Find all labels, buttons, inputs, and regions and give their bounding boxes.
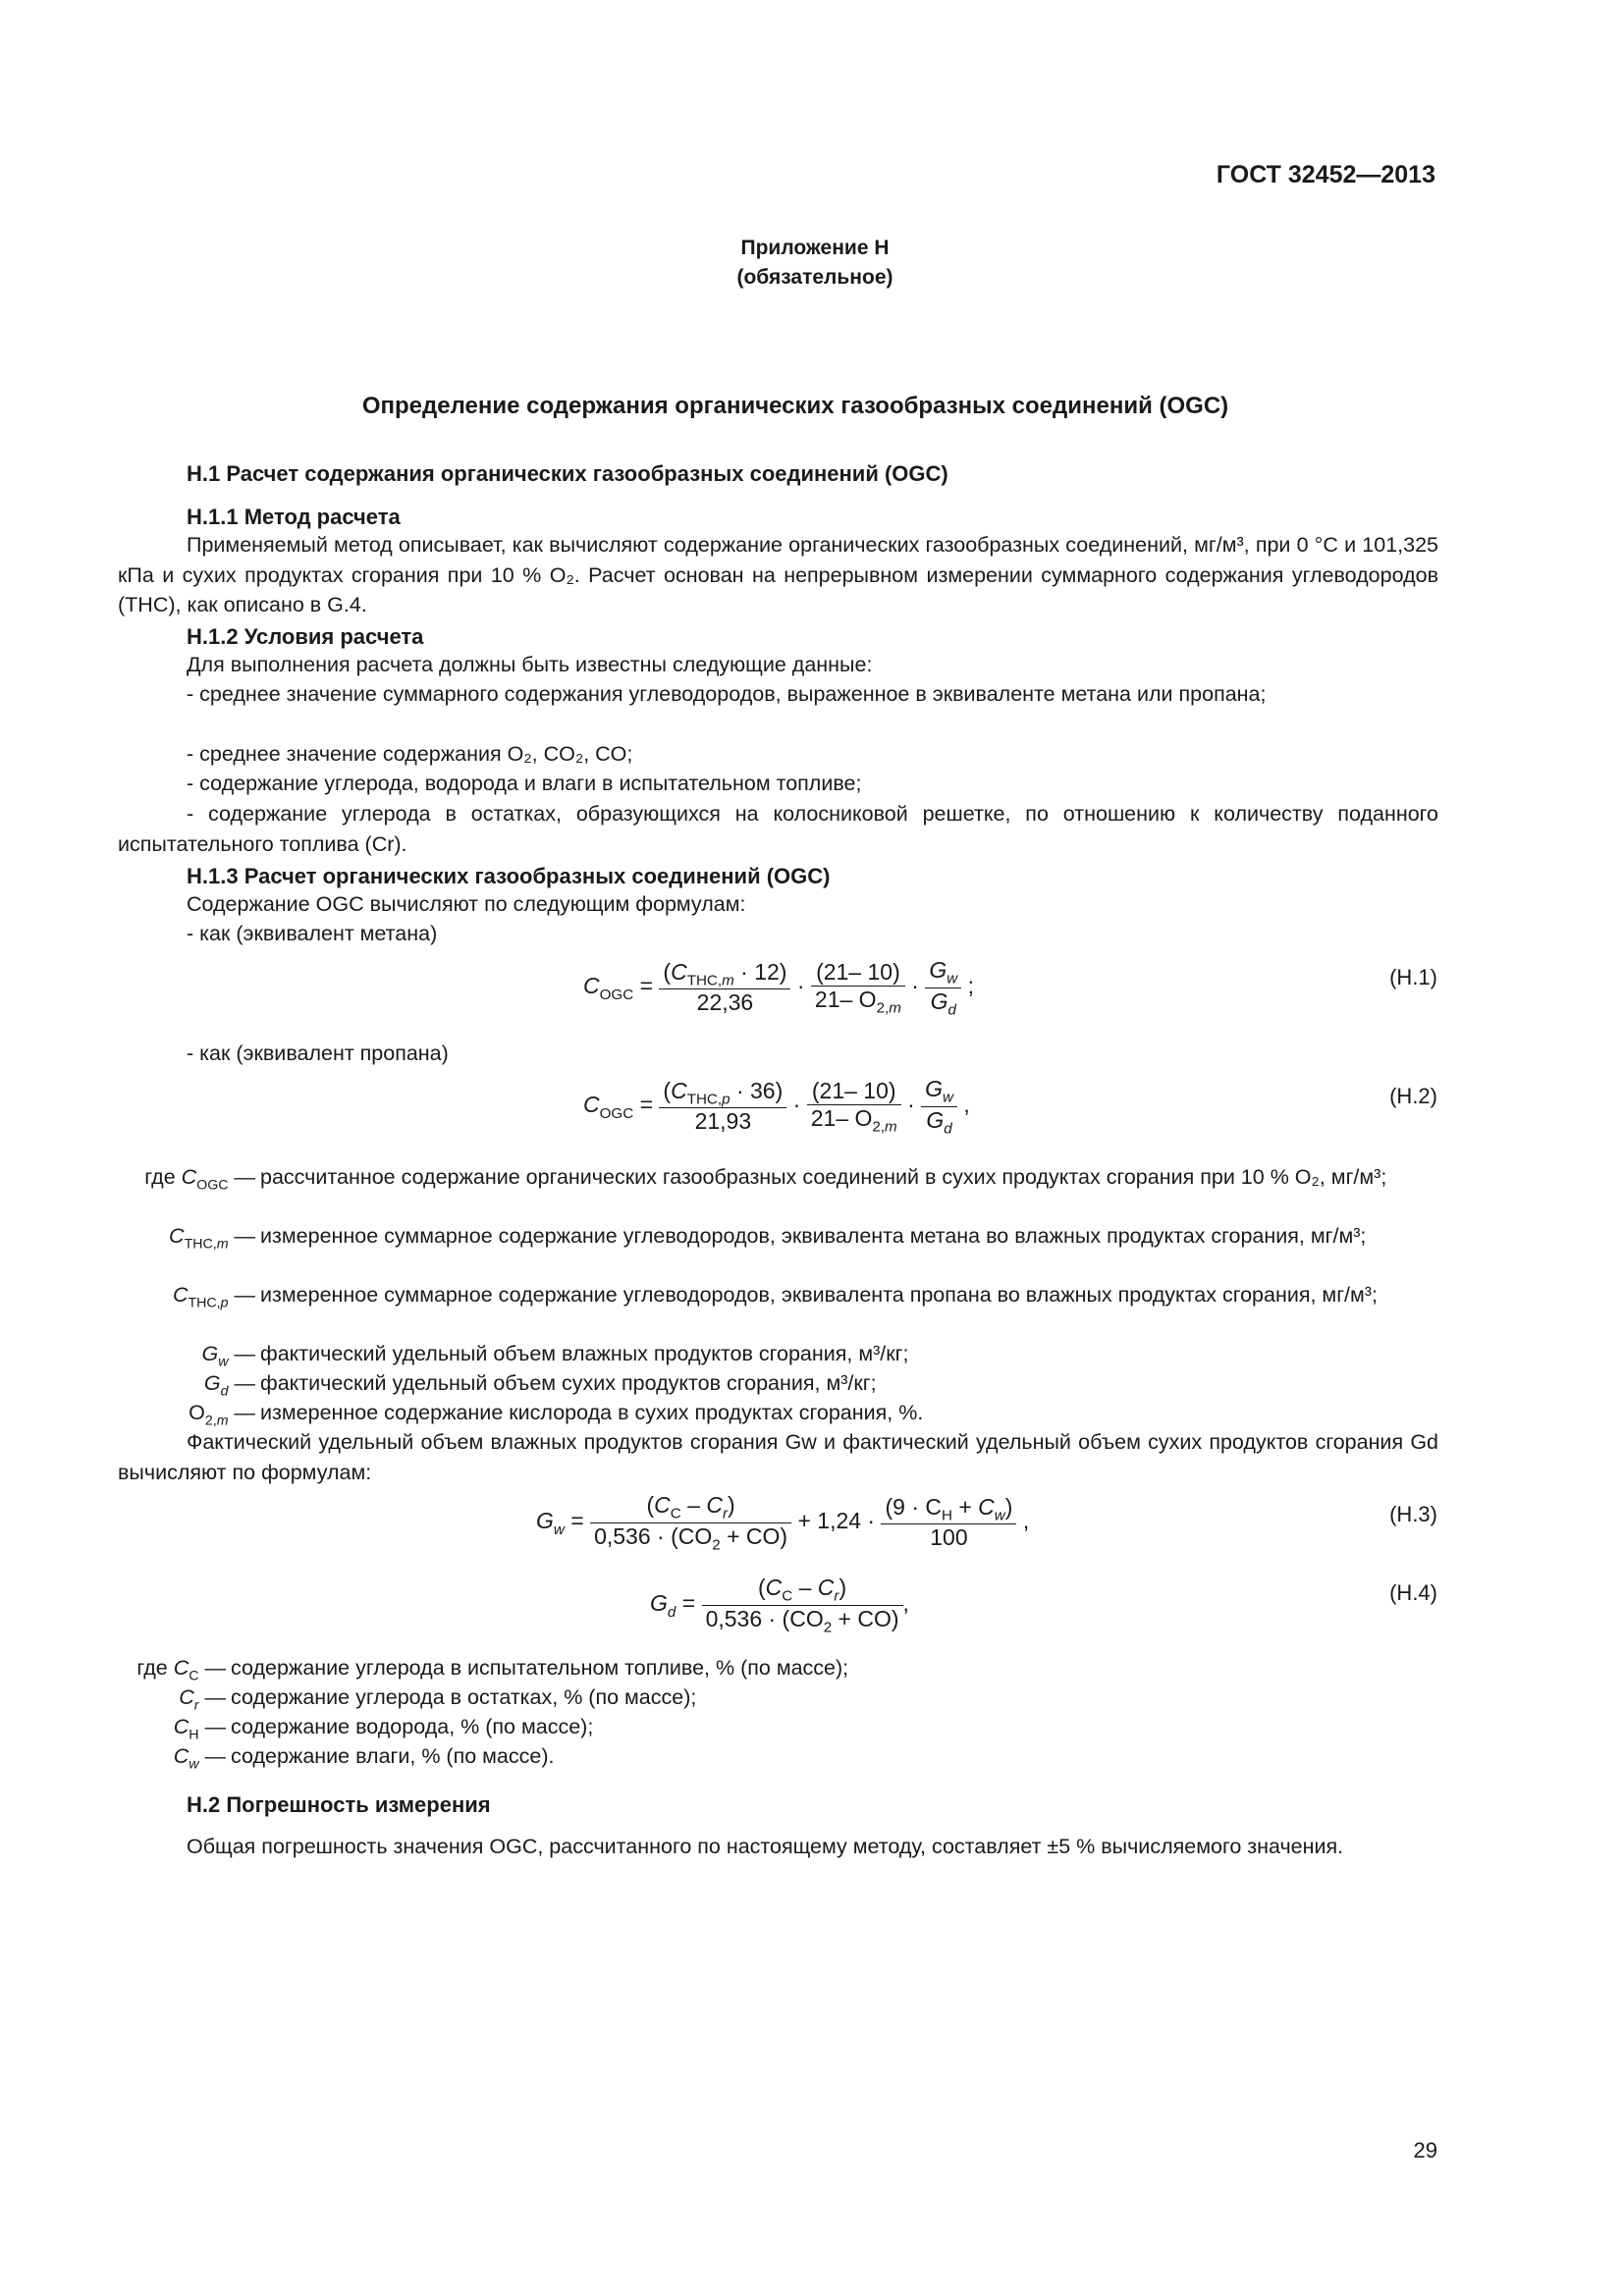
section-heading-h12: Н.1.2 Условия расчета bbox=[187, 624, 424, 649]
condition-item-3 bbox=[118, 769, 1438, 799]
section-heading-h2: Н.2 Погрешность измерения bbox=[187, 1792, 491, 1817]
method-text: Применяемый метод описывает, как вычисляют содержание органических газообразных соединений, мг/м³, при 0 °С и 101,325 кПа и сухих продуктах сгорания при 10 % O₂. Расчет основан на непрерывном измерении суммарного содержания углеводородов (THC), как описано в G.4. bbox=[118, 533, 1438, 616]
appendix-heading bbox=[589, 234, 1041, 293]
section-heading-h13: Н.1.3 Расчет органических газообразных соединений (OGC) bbox=[187, 864, 831, 888]
equation-number-h4: (Н.4) bbox=[1389, 1580, 1437, 1605]
methane-label bbox=[118, 919, 1438, 949]
formula-h3: $G_w$ = $\frac{(C_C - C_r)}{0,536 \cdot (CO_2 + CO)}$ + 1,24 · $\frac{(9 \cdot C_H + C_w)}{100}$ , bbox=[536, 1492, 1030, 1554]
section-heading-h11: Н.1.1 Метод расчета bbox=[187, 505, 401, 529]
volumes-text: Фактический удельный объем влажных продуктов сгорания Gw и фактический удельный объем сухих продуктов сгорания Gd вычисляют по формулам: bbox=[118, 1430, 1438, 1484]
condition-item-1-text: - среднее значение суммарного содержания углеводородов, выраженное в эквиваленте метана или пропана; bbox=[187, 682, 1267, 706]
conditions-intro-text: Для выполнения расчета должны быть известны следующие данные: bbox=[187, 653, 873, 676]
condition-item-3-text: - содержание углерода, водорода и влаги в испытательном топливе; bbox=[187, 772, 862, 795]
formula-h1: $C_{OGC}$ = $\frac{(C_{THC,m} \cdot 12)}{22,36}$ · $\frac{(21- 10)}{21- O_{2,m}}$ · $\frac{G_w}{G_d}$ ; bbox=[583, 957, 974, 1019]
condition-item-4 bbox=[118, 799, 1438, 859]
condition-item-2-text: - среднее значение содержания O₂, CO₂, CO; bbox=[187, 742, 633, 766]
document-page: ГОСТ 32452—2013 Приложение Н (обязательное) Определение содержания органических газообразных соединений (OGC) Н.1 Расчет содержания органических газообразных соединений (OGC) Н.1.1 Метод расчета Применяемый метод описывает, как вычисляют содержание органических газообразных соединений, мг/м³, при 0 °С и 101,325 кПа и сухих продуктах сгорания при 10 % O₂. Расчет основан на непрерывном измерении суммарного содержания углеводородов (THC), как описано в G.4. Н.1.2 Условия расчета Для выполнения расчета должны быть известны следующие данные: - среднее значение суммарного содержания углеводородов, выраженное в эквиваленте метана или пропана; - среднее значение содержания O₂, CO₂, CO; - содержание углерода, водорода и влаги в испытательном топливе; - содержание углерода в остатках, образующихся на колосниковой решетке, по отношению к количеству поданного испытательного топлива (Cr). Н.1.3 Расчет органических газообразных соединений (OGC) Содержание OGC вычисляют по следующим формулам: - как (эквивалент метана) $C_{OGC}$ = $\frac{(C_{THC,m} \cdot 12)}{22,36}$ · $\frac{(21- 10)}{21- O_{2,m}}$ · $\frac{G_w}{G_d}$ ; (Н.1) - как (эквивалент пропана) $C_{OGC}$ = $\frac{(C_{THC,p} \cdot 36)}{21,93}$ · $\frac{(21- 10)}{21- O_{2,m}}$ · $\frac{G_w}{G_d}$ , (Н.2) где $C_{OGC}$ — рассчитанное содержание органических газообразных соединений в сухих продуктах сгорания при 10 % O₂, мг/м³; $C_{THC,m}$ — измеренное суммарное содержание углеводородов, эквивалента метана во влажных продуктах сгорания, мг/м³; $C_{THC,p}$ — измеренное суммарное содержание углеводородов, эквивалента пропана во влажных продуктах сгорания, мг/м³; $G_w$ — фактический удельный объем влажных продуктов сгорания, м³/кг; $G_d$ — фактический удельный объем сухих продуктов сгорания, м³/кг; $O_{2,m}$ — измеренное содержание кислорода в сухих продуктах сгорания, %. Фактический удельный объем влажных продуктов сгорания Gw и фактический удельный объем сухих продуктов сгорания Gd вычисляют по формулам: $G_w$ = $\frac{(C_C - C_r)}{0,536 \cdot (CO_2 + CO)}$ + 1,24 · $\frac{(9 \cdot C_H + C_w)}{100}$ , (Н.3) $G_d$ = $\frac{(C_C - C_r)}{0,536 \cdot (CO_2 + CO)}$ , (Н.4) где $C_C$ — содержание углерода в испытательном топливе, % (по массе); $C_r$ — содержание углерода в остатках, % (по массе); $C_H$ — содержание водорода, % (по массе); $C_w$ — содержание влаги, % (по массе). Н.2 Погрешность измерения Общая погрешность значения OGC, рассчитанного по настоящему методу, составляет ±5 % вычисляемого значения. 29 bbox=[118, 161, 1438, 2163]
methane-label-text: - как (эквивалент метана) bbox=[187, 922, 438, 945]
method-paragraph bbox=[118, 530, 1438, 620]
condition-item-2 bbox=[118, 739, 1438, 770]
propane-label bbox=[118, 1039, 1438, 1069]
condition-item-4-text: - содержание углерода в остатках, образующихся на колосниковой решетке, по отношению к количеству поданного испытательного топлива (Cr). bbox=[118, 802, 1438, 856]
calc-intro-text: Содержание OGC вычисляют по следующим формулам: bbox=[187, 892, 746, 916]
equation-number-h3: (Н.3) bbox=[1389, 1502, 1437, 1526]
propane-label-text: - как (эквивалент пропана) bbox=[187, 1041, 449, 1065]
conditions-intro bbox=[118, 650, 1438, 680]
section-heading-h1: Н.1 Расчет содержания органических газообразных соединений (OGC) bbox=[187, 461, 948, 486]
document-code: ГОСТ 32452—2013 bbox=[1216, 161, 1435, 188]
formula-h2: $C_{OGC}$ = $\frac{(C_{THC,p} \cdot 36)}{21,93}$ · $\frac{(21- 10)}{21- O_{2,m}}$ · $\frac{G_w}{G_d}$ , bbox=[583, 1076, 970, 1138]
appendix-status: (обязательное) bbox=[736, 266, 893, 289]
condition-item-1 bbox=[118, 679, 1438, 710]
error-paragraph bbox=[118, 1832, 1438, 1862]
main-title: Определение содержания органических газообразных соединений (OGC) bbox=[361, 393, 1229, 419]
formula-h4: $G_d$ = $\frac{(C_C - C_r)}{0,536 \cdot (CO_2 + CO)}$ , bbox=[650, 1575, 909, 1636]
calc-intro bbox=[118, 889, 1438, 920]
page-number: 29 bbox=[1413, 2138, 1437, 2163]
equation-number-h1: (Н.1) bbox=[1389, 965, 1437, 989]
volumes-paragraph bbox=[118, 1427, 1438, 1487]
equation-number-h2: (Н.2) bbox=[1389, 1084, 1437, 1108]
appendix-title: Приложение Н bbox=[740, 237, 890, 259]
error-text: Общая погрешность значения OGC, рассчитанного по настоящему методу, составляет ±5 % вычисляемого значения. bbox=[187, 1835, 1344, 1858]
